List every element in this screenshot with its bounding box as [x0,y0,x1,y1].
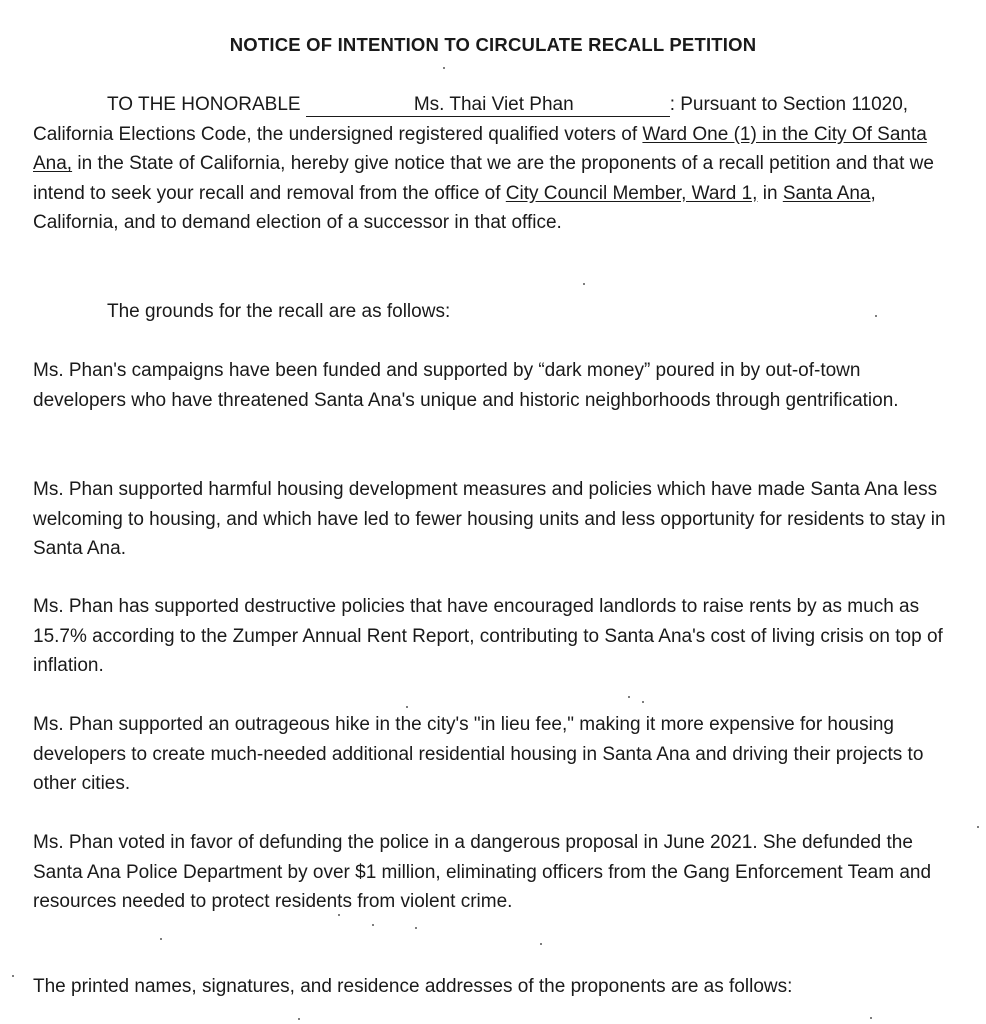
salutation: TO THE HONORABLE [107,94,301,115]
scan-speck [583,283,585,285]
ground-paragraph-4: Ms. Phan supported an outrageous hike in the city's "in lieu fee," making it more expensive for housing developers to create much-needed additional residential housing in Santa Ana and driving their projects to other cities. [33,714,924,794]
intro-text-2: in the State of California, hereby give notice that we are the proponents of a recall petition and that we intend to seek your recall and removal from the office of [33,153,934,204]
district-name: Ward One (1) in the City Of Santa Ana, [33,123,927,174]
ground-paragraph-2: Ms. Phan supported harmful housing development measures and policies which have made Santa Ana less welcoming to housing, and which have led to fewer housing units and less opportunity for residents to stay in Santa Ana. [33,479,946,559]
city-name: Santa Ana [782,182,871,204]
intro-text-4: , California, and to demand election of a successor in that office. [33,182,876,233]
scan-speck [870,1017,872,1019]
scan-speck [443,67,445,69]
ground-paragraph-1: Ms. Phan's campaigns have been funded and supported by “dark money” poured in by out-of-town developers who have threatened Santa Ana's unique and historic neighborhoods through gentrification. [33,360,899,411]
scan-speck [628,696,630,698]
scan-speck [875,315,877,317]
official-name: Ms. Thai Viet Phan [413,94,574,115]
scan-speck [372,924,374,926]
closing-statement: The printed names, signatures, and residence addresses of the proponents are as follows: [33,976,793,997]
intro-text-1: : Pursuant to Section 11020, California Elections Code, the undersigned registered qualified voters of [33,94,909,145]
official-name-field [306,94,670,117]
ground-paragraph-3: Ms. Phan has supported destructive policies that have encouraged landlords to raise rents by as much as 15.7% according to the Zumper Annual Rent Report, contributing to Santa Ana's cost of living crisis on top of inflation. [33,596,943,676]
scan-speck [12,975,14,977]
ground-paragraph-5: Ms. Phan voted in favor of defunding the police in a dangerous proposal in June 2021. She defunded the Santa Ana Police Department by over $1 million, eliminating officers from the Gang Enforcement Team and resources needed to protect residents from violent crime. [33,832,932,912]
scan-speck [298,1018,300,1020]
scan-speck [406,706,408,708]
document-title: NOTICE OF INTENTION TO CIRCULATE RECALL PETITION [229,34,757,55]
scan-speck [540,943,542,945]
scan-speck [415,927,417,929]
scan-speck [338,914,340,916]
scan-speck [642,701,644,703]
office-name: City Council Member, Ward 1, [505,182,758,204]
scan-speck [977,826,979,828]
intro-paragraph [33,90,948,238]
scan-speck [160,938,162,940]
intro-text-3: in [757,182,783,204]
grounds-intro: The grounds for the recall are as follows: [107,301,451,322]
